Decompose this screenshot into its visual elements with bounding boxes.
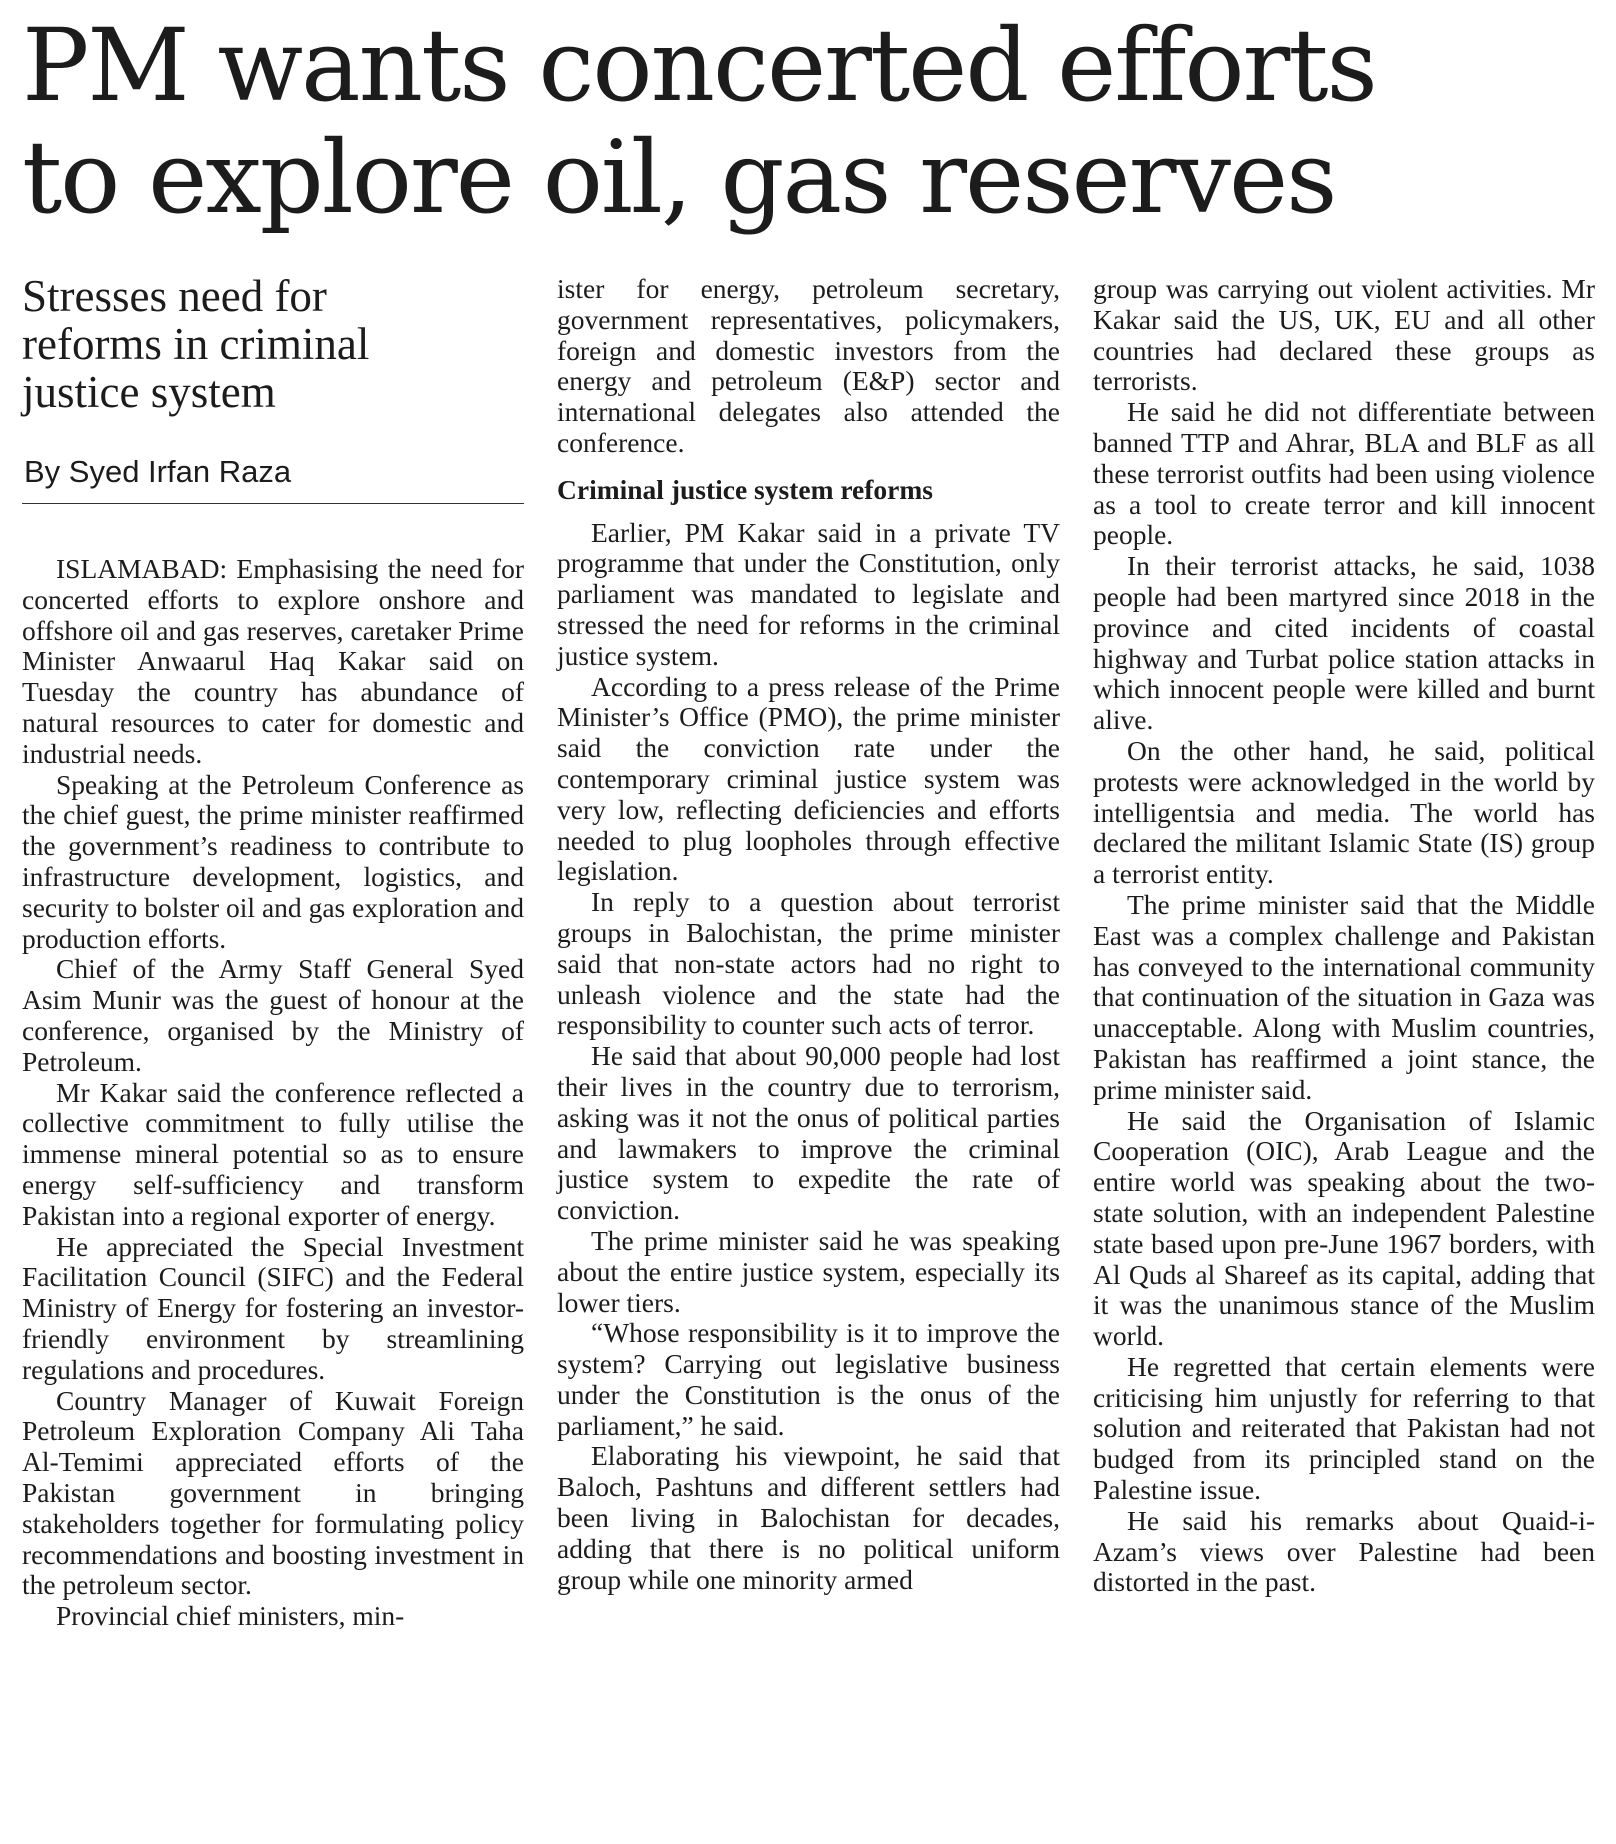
paragraph: Elaborating his viewpoint, he said that Baloch, Pashtuns and different settlers had been living in Balochistan for decades, adding that there is no political uniform group while one minority armed xyxy=(557,1440,1060,1595)
paragraph: Provincial chief ministers, min- xyxy=(56,1600,405,1632)
paragraph: On the other hand, he said, political protests were acknowledged in the world by intelligentsia and media. The world has declared the militant Islamic State (IS) group a terrorist entity. xyxy=(1093,734,1595,890)
paragraph: Mr Kakar said the conference reflected a collective commitment to fully utilise the immense mineral potential so as to ensure energy self-sufficiency and transform Pakistan into a regional exporter of energy. xyxy=(22,1076,524,1231)
paragraph: According to a press release of the Prime Minister’s Office (PMO), the prime minister said the conviction rate under the contemporary criminal justice system was very low, reflecting deficiencies and efforts needed to plug loopholes through effective legislation. xyxy=(557,670,1060,887)
paragraph: Speaking at the Petroleum Conference as the chief guest, the prime minister reaffirmed the government’s readiness to contribute to infrastructure development, logistics, and security to bolster oil and gas exploration and production efforts. xyxy=(22,768,524,954)
article-column-3 xyxy=(1093,274,1595,1598)
paragraph: He regretted that certain elements were criticising him unjustly for referring to that solution and reiterated that Pakistan had not budged from its principled stand on the Palestine issue. xyxy=(1093,1350,1595,1506)
paragraph: He said his remarks about Quaid-i-Azam’s views over Palestine had been distorted in the past. xyxy=(1093,1504,1595,1598)
subheadline-line-3: justice system xyxy=(22,367,276,417)
paragraph: He appreciated the Special Investment Facilitation Council (SIFC) and the Federal Ministry of Energy for fostering an investor-friendly environment by streamlining regulations and procedures. xyxy=(22,1230,524,1385)
paragraph: He said that about 90,000 people had lost their lives in the country due to terrorism, asking was it not the onus of political parties and lawmakers to improve the criminal justice system to expedite the rate of conviction. xyxy=(557,1040,1060,1226)
subheadline-line-1: Stresses need for xyxy=(22,271,327,321)
byline: By Syed Irfan Raza xyxy=(24,454,292,489)
paragraph-continued: group was carrying out violent activities. Mr Kakar said the US, UK, EU and all other countries had declared these groups as terrorists. xyxy=(1093,273,1595,397)
paragraph: In their terrorist attacks, he said, 1038 people had been martyred since 2018 in the province and cited incidents of coastal highway and Turbat police station attacks in which innocent people were killed and burnt alive. xyxy=(1093,550,1595,736)
article-column-1 xyxy=(22,554,524,1632)
paragraph: Chief of the Army Staff General Syed Asim Munir was the guest of honour at the conference, organised by the Ministry of Petroleum. xyxy=(22,953,524,1077)
paragraph: The prime minister said that the Middle East was a complex challenge and Pakistan has conveyed to the international community that continuation of the situation in Gaza was unacceptable. Along with Muslim countries, Pakistan has reaffirmed a joint stance, the prime minister said. xyxy=(1093,888,1595,1105)
headline-line-1: PM wants concerted efforts xyxy=(22,7,1376,124)
paragraph: Country Manager of Kuwait Foreign Petroleum Exploration Company Ali Taha Al-Temimi appreciated efforts of the Pakistan government in bringing stakeholders together for formulating policy recommendations and boosting investment in the petroleum sector. xyxy=(22,1384,524,1601)
subheadline-line-2: reforms in criminal xyxy=(22,319,370,369)
paragraph: The prime minister said he was speaking about the entire justice system, especially its lower tiers. xyxy=(557,1224,1060,1318)
byline-divider xyxy=(22,503,524,504)
section-heading: Criminal justice system reforms xyxy=(557,473,933,505)
paragraph: He said he did not differentiate between banned TTP and Ahrar, BLA and BLF as all these terrorist outfits had been using violence as a tool to create terror and kill innocent people. xyxy=(1093,396,1595,551)
paragraph: “Whose responsibility is it to improve the system? Carrying out legislative business under the Constitution is the onus of the parliament,” he said. xyxy=(557,1317,1060,1441)
paragraph-continued: ister for energy, petroleum secretary, government representatives, policymakers, foreign and domestic investors from the energy and petroleum (E&P) sector and international delegates also attended the conference. xyxy=(557,273,1060,458)
article-column-2 xyxy=(557,274,1060,1595)
paragraph: ISLAMABAD: Emphasising the need for concerted efforts to explore onshore and offshore oil and gas reserves, caretaker Prime Minister Anwaarul Haq Kakar said on Tuesday the country has abundance of natural resources to cater for domestic and industrial needs. xyxy=(22,553,524,769)
headline xyxy=(22,7,1602,236)
headline-line-2: to explore oil, gas reserves xyxy=(22,119,1336,236)
paragraph: He said the Organisation of Islamic Cooperation (OIC), Arab League and the entire world was speaking about the two-state solution, with an independent Palestine state based upon pre-June 1967 borders, with Al Quds al Shareef as its capital, adding that it was the unanimous stance of the Muslim world. xyxy=(1093,1104,1595,1352)
paragraph: In reply to a question about terrorist groups in Balochistan, the prime minister said that non-state actors had no right to unleash violence and the state had the responsibility to counter such acts of terror. xyxy=(557,886,1060,1041)
subheadline xyxy=(22,272,542,416)
paragraph: Earlier, PM Kakar said in a private TV programme that under the Constitution, only parliament was mandated to legislate and stressed the need for reforms in the criminal justice system. xyxy=(557,516,1060,671)
